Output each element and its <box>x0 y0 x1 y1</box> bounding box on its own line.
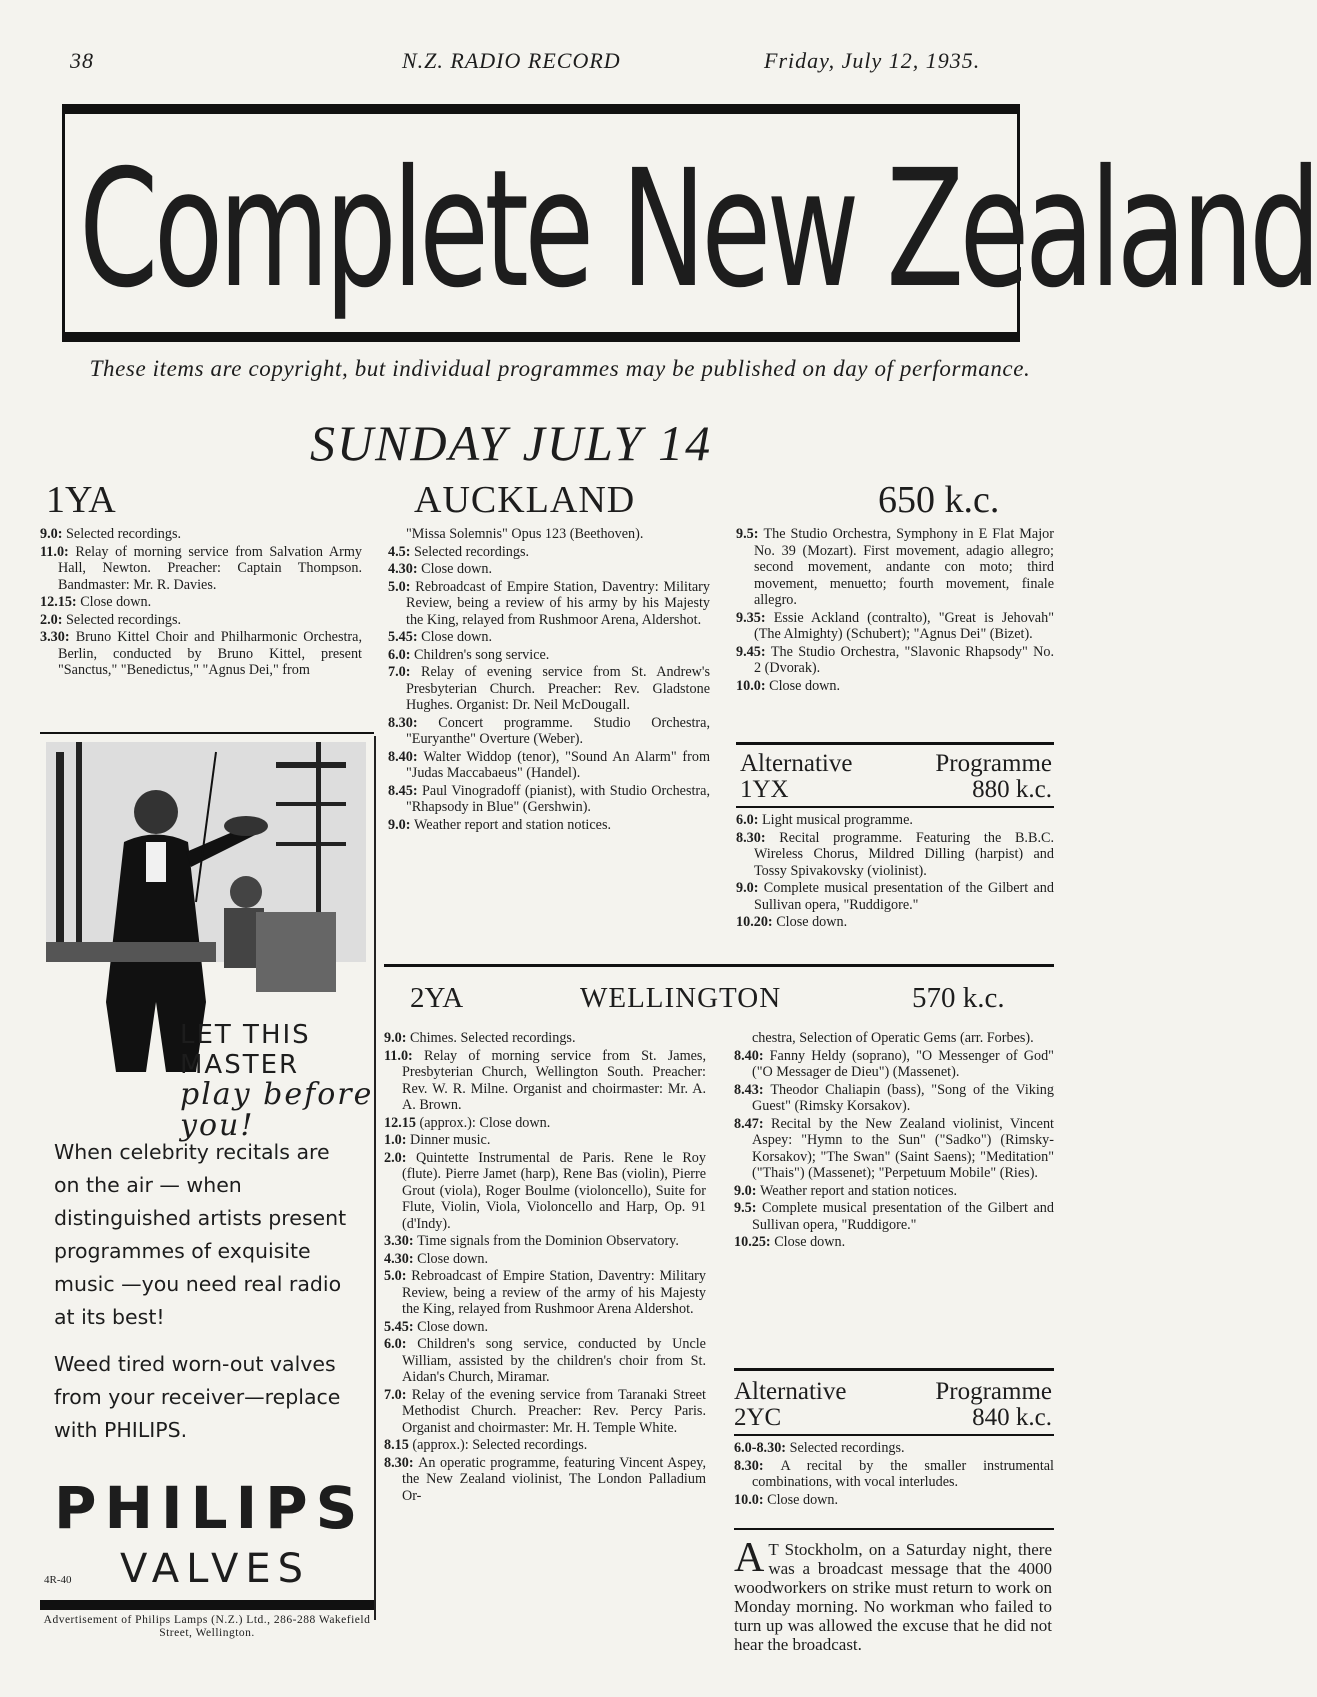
program-description: Selected recordings. <box>789 1440 905 1456</box>
program-entry <box>734 1082 1054 1115</box>
program-entry <box>384 1150 706 1233</box>
program-time: 8.47: <box>734 1115 772 1132</box>
program-description: Dinner music. <box>410 1132 491 1148</box>
program-entry <box>388 783 710 816</box>
program-description: Fanny Heldy (soprano), "O Messenger of God" ("O Messager de Dieu") (Massenet). <box>752 1047 1054 1080</box>
program-entry <box>384 1387 706 1437</box>
program-time: 6.0: <box>388 646 415 663</box>
program-time: 1.0: <box>384 1132 411 1148</box>
day-heading: SUNDAY JULY 14 <box>310 415 713 471</box>
program-description: Selected recordings. <box>414 543 530 560</box>
program-entry <box>734 1116 1054 1182</box>
program-description: Relay of morning service from Salvation Army Hall, Newton. Preacher: Captain Thompson. Bandmaster: Mr. R. Davies. <box>58 543 362 593</box>
station-call-2yc: 2YC <box>734 1404 782 1431</box>
program-entry <box>384 1251 706 1268</box>
tagline-line <box>180 1077 374 1143</box>
station-freq-1yx: 880 k.c. <box>972 776 1052 803</box>
program-time: 10.0: <box>736 677 770 694</box>
advert-tagline <box>180 1020 374 1142</box>
program-entry <box>40 629 362 679</box>
program-entry <box>734 1030 1054 1047</box>
advert-code: 4R-40 <box>44 1574 72 1586</box>
program-time: 8.30: <box>736 829 780 846</box>
program-time: 7.0: <box>388 664 421 680</box>
divider <box>736 742 1054 745</box>
program-time: 5.0: <box>388 578 416 595</box>
alt-call-row-1yx <box>740 776 1052 804</box>
program-description: Close down. <box>421 561 493 577</box>
program-entry <box>388 579 710 629</box>
program-description: Relay of morning service from St. James, Presbyterian Church, Wellington South. Preacher: Rev. W. R. Milne. Organist and choirmaster: Mr. A. A. Brown. <box>402 1047 706 1113</box>
alt-call-row-2yc <box>734 1404 1052 1432</box>
brand-logo: PHILIPS <box>54 1474 366 1542</box>
program-description: Light musical programme. <box>762 812 913 828</box>
program-description: Close down. <box>769 677 841 694</box>
program-time: 8.40: <box>388 748 424 765</box>
page-number: 38 <box>70 48 94 73</box>
masthead-frame <box>62 104 1317 342</box>
program-description: Weather report and station notices. <box>760 1182 958 1199</box>
program-entry <box>736 914 1054 931</box>
alt-label: Alternative <box>734 1378 847 1405</box>
program-description: Close down. <box>776 914 848 930</box>
program-entry <box>40 612 362 629</box>
program-time: 10.20: <box>736 914 777 930</box>
alt-label: Programme <box>935 750 1052 777</box>
program-description: Recital by the New Zealand violinist, Vincent Aspey: "Hymn to the Sun" ("Sadko") (Rimsky-Korsakov); "The Swan" (Saint Saens); "Meditation" ("Thais") (Massenet); "Perpetuum Mobile" (Ries). <box>752 1115 1054 1181</box>
program-description: The Studio Orchestra, Symphony in E Flat Major No. 39 (Mozart). First movement, adagio allegro; second movement, andante con moto; third movement, menuetto; fourth movement, finale allegro. <box>754 526 1054 608</box>
divider <box>734 1528 1054 1530</box>
program-description: Close down. <box>417 1250 489 1267</box>
program-description: chestra, Selection of Operatic Gems (arr. Forbes). <box>752 1030 1034 1046</box>
copyright-note: These items are copyright, but individual programmes may be published on day of performance. <box>89 356 1031 381</box>
program-entry <box>734 1458 1054 1491</box>
philips-advert <box>40 736 374 1661</box>
program-description: (approx.): Close down. <box>419 1114 551 1131</box>
station-freq-2ya: 570 k.c. <box>912 982 1005 1014</box>
program-time: 10.0: <box>734 1491 768 1508</box>
program-entry <box>388 749 710 782</box>
program-time: 5.45: <box>384 1318 418 1335</box>
program-time: 4.30: <box>384 1250 418 1267</box>
program-time: 9.5: <box>736 526 764 542</box>
divider <box>734 1434 1054 1436</box>
divider <box>40 1600 374 1610</box>
program-column-2yc <box>734 1440 1054 1509</box>
program-description: Time signals from the Dominion Observatory. <box>417 1233 679 1249</box>
program-description: Quintette Instrumental de Paris. Rene le Roy (flute). Pierre Jamet (harp), Rene Bas (violin), Pierre Grout (viola), Roger Boulme (violoncello), Suite for Flute, Violin, Viola, Violoncello and Harp, Op. 91 (d'Indy). <box>402 1149 706 1232</box>
program-description: The Studio Orchestra, "Slavonic Rhapsody" No. 2 (Dvorak). <box>754 643 1055 676</box>
program-time: 9.35: <box>736 609 774 626</box>
program-description: Rebroadcast of Empire Station, Daventry: Military Review, being a review of the army of his Majesty the King, relayed from Rushmoor Arena Aldershot. <box>402 1268 707 1317</box>
program-description: Close down. <box>767 1491 839 1508</box>
divider <box>384 964 1054 967</box>
program-entry <box>734 1048 1054 1081</box>
advert-copy-1: When celebrity recitals are on the air — when distinguished artists present programmes of exquisite music —you need real radio at its best! <box>54 1140 347 1329</box>
program-time: 8.43: <box>734 1081 771 1098</box>
program-description: Close down. <box>80 594 152 610</box>
program-entry <box>40 594 362 611</box>
program-entry <box>384 1319 706 1336</box>
program-column-2ya-a <box>384 1030 706 1505</box>
program-entry <box>388 817 710 834</box>
alt-heading-1yx <box>740 750 1052 778</box>
divider <box>736 806 1054 808</box>
program-entry <box>388 629 710 646</box>
drop-cap: A <box>734 1535 765 1581</box>
program-entry <box>734 1492 1054 1509</box>
program-time: 10.25: <box>734 1234 775 1250</box>
program-time: 3.30: <box>40 629 76 645</box>
program-time: 5.0: <box>384 1268 412 1284</box>
program-entry <box>736 610 1054 643</box>
program-time: 8.30: <box>388 714 439 731</box>
program-description: Chimes. Selected recordings. <box>410 1030 576 1046</box>
divider <box>734 1368 1054 1371</box>
product-name: VALVES <box>119 1546 311 1592</box>
program-column-1ya-a <box>40 526 362 680</box>
program-time: 5.45: <box>388 629 422 645</box>
program-description: Relay of evening service from St. Andrew's Presbyterian Church. Preacher: Rev. Gladstone Hughes. Organist: Dr. Neil McDougall. <box>406 664 710 713</box>
program-entry <box>734 1200 1054 1233</box>
program-time: 8.40: <box>734 1047 770 1064</box>
program-description: Close down. <box>774 1234 846 1250</box>
station-call-2ya: 2YA <box>410 982 464 1014</box>
program-entry <box>388 561 710 578</box>
program-description: Walter Widdop (tenor), "Sound An Alarm" from "Judas Maccabaeus" (Handel). <box>406 748 710 781</box>
program-entry <box>736 644 1054 677</box>
program-entry <box>734 1440 1054 1457</box>
program-description: Weather report and station notices. <box>414 816 612 833</box>
program-time: 8.45: <box>388 782 422 799</box>
program-entry <box>384 1336 706 1386</box>
stockholm-note-text: T Stockholm, on a Saturday night, there was a broadcast message that the 4000 woodworkers on strike must return to work on Monday morning. No workman who failed to turn up was allowed the excuse that he did not hear the broadcast. <box>734 1540 1052 1654</box>
program-time: 6.0-8.30: <box>734 1440 790 1456</box>
program-time: 12.15: <box>40 594 81 610</box>
program-description: Close down. <box>421 629 493 645</box>
program-entry <box>384 1048 706 1114</box>
program-entry <box>736 812 1054 829</box>
station-call-1yx: 1YX <box>740 776 789 803</box>
program-time: 4.30: <box>388 561 422 577</box>
program-time: 6.0: <box>384 1336 418 1352</box>
program-description: Selected recordings. <box>66 526 182 542</box>
program-column-1ya-b <box>388 526 710 834</box>
program-time: 11.0: <box>384 1047 425 1064</box>
advert-footer: Advertisement of Philips Lamps (N.Z.) Ltd., 286-288 Wakefield Street, Wellington. <box>43 1614 371 1639</box>
program-description: A recital by the smaller instrumental combinations, with vocal interludes. <box>752 1457 1054 1490</box>
program-time: 7.0: <box>384 1386 412 1403</box>
program-entry <box>736 830 1054 880</box>
program-time: 9.0: <box>384 1030 411 1046</box>
program-entry <box>388 664 710 714</box>
program-column-2ya-b <box>734 1030 1054 1252</box>
program-time: 8.30: <box>384 1454 419 1471</box>
tagline-line: MASTER <box>180 1050 300 1080</box>
station-freq-1ya: 650 k.c. <box>878 479 1000 521</box>
station-city-wellington: WELLINGTON <box>580 982 782 1014</box>
program-entry <box>734 1183 1054 1200</box>
program-description: Rebroadcast of Empire Station, Daventry: Military Review, being a review of his army by his Majesty the King, relayed from Rushmoor Arena, Aldershot. <box>406 578 711 628</box>
program-description: Recital programme. Featuring the B.B.C. Wireless Chorus, Mildred Dilling (harpist) and Tossy Spivakovsky (violinist). <box>754 829 1055 879</box>
program-time: 4.5: <box>388 543 415 560</box>
program-entry <box>388 715 710 748</box>
program-description: Concert programme. Studio Orchestra, "Euryanthe" Overture (Weber). <box>406 714 710 747</box>
program-description: (approx.): Selected recordings. <box>412 1437 588 1453</box>
program-time: 9.0: <box>734 1182 761 1199</box>
program-description: An operatic programme, featuring Vincent Aspey, the New Zealand violinist, The London Palladium Or- <box>402 1454 706 1504</box>
program-entry <box>736 678 1054 695</box>
program-entry <box>40 544 362 594</box>
divider <box>40 732 374 734</box>
program-time: 9.0: <box>40 526 67 542</box>
program-entry <box>384 1115 706 1132</box>
program-description: Selected recordings. <box>66 611 182 628</box>
program-entry <box>736 880 1054 913</box>
program-entry <box>736 526 1054 609</box>
program-description: Close down. <box>417 1318 489 1335</box>
program-entry <box>734 1234 1054 1251</box>
program-entry <box>40 526 362 543</box>
program-time: 8.15 <box>384 1437 413 1453</box>
program-time: 2.0: <box>40 611 67 628</box>
program-time: 12.15 <box>384 1114 420 1131</box>
program-time: 9.0: <box>388 816 415 833</box>
advert-copy-2: Weed tired worn-out valves from your receiver—replace with PHILIPS. <box>54 1352 341 1442</box>
program-description: Complete musical presentation of the Gilbert and Sullivan opera, "Ruddigore." <box>754 880 1054 913</box>
program-entry <box>388 544 710 561</box>
alt-label: Programme <box>935 1378 1052 1405</box>
program-time: 9.5: <box>734 1200 763 1216</box>
publication-name: N.Z. RADIO RECORD <box>402 48 621 73</box>
program-description: Children's song service. <box>414 646 550 663</box>
tagline-line: LET THIS <box>180 1020 311 1050</box>
issue-date: Friday, July 12, 1935. <box>764 48 981 73</box>
program-time: 3.30: <box>384 1233 418 1249</box>
program-time: 8.30: <box>734 1457 781 1474</box>
program-entry <box>384 1233 706 1250</box>
program-time: 6.0: <box>736 812 763 828</box>
program-time: 9.45: <box>736 643 771 660</box>
program-entry <box>384 1268 706 1318</box>
program-entry <box>384 1132 706 1149</box>
masthead-title: Complete New Zealand <box>79 136 1317 324</box>
stockholm-note <box>734 1535 1052 1654</box>
program-entry <box>384 1455 706 1505</box>
program-entry <box>388 526 710 543</box>
station-city-auckland: AUCKLAND <box>414 479 636 521</box>
program-description: Relay of the evening service from Taranaki Street Methodist Church. Preacher: Rev. Percy Paris. Organist and choirmaster: Mr. H. Temple White. <box>402 1386 706 1436</box>
program-time: 2.0: <box>384 1149 416 1166</box>
program-time: 9.0: <box>736 880 764 896</box>
program-column-1ya-c <box>736 526 1054 695</box>
alt-heading-2yc <box>734 1378 1052 1406</box>
program-entry <box>384 1030 706 1047</box>
program-entry <box>388 647 710 664</box>
station-freq-2yc: 840 k.c. <box>972 1404 1052 1431</box>
program-description: "Missa Solemnis" Opus 123 (Beethoven). <box>406 526 644 542</box>
program-time: 11.0: <box>40 543 76 560</box>
program-column-1yx <box>736 812 1054 932</box>
program-description: Children's song service, conducted by Uncle William, assisted by the children's choir from St. Aidan's Church, Miramar. <box>402 1336 706 1385</box>
program-description: Complete musical presentation of the Gilbert and Sullivan opera, "Ruddigore." <box>752 1200 1054 1233</box>
alt-label: Alternative <box>740 750 853 777</box>
tagline-script: play before you! <box>180 1077 374 1143</box>
program-description: Theodor Chaliapin (bass), "Song of the Viking Guest" (Rimsky Korsakov). <box>752 1081 1054 1114</box>
program-entry <box>384 1437 706 1454</box>
program-description: Paul Vinogradoff (pianist), with Studio Orchestra, "Rhapsody in Blue" (Gershwin). <box>406 782 710 815</box>
program-description: Bruno Kittel Choir and Philharmonic Orchestra, Berlin, conducted by Bruno Kittel, present "Sanctus," "Benedictus," "Agnus Dei," from <box>58 629 363 678</box>
program-description: Essie Ackland (contralto), "Great is Jehovah" (The Almighty) (Schubert); "Agnus Dei" (Bizet). <box>754 609 1054 642</box>
station-call-1ya: 1YA <box>46 479 116 521</box>
